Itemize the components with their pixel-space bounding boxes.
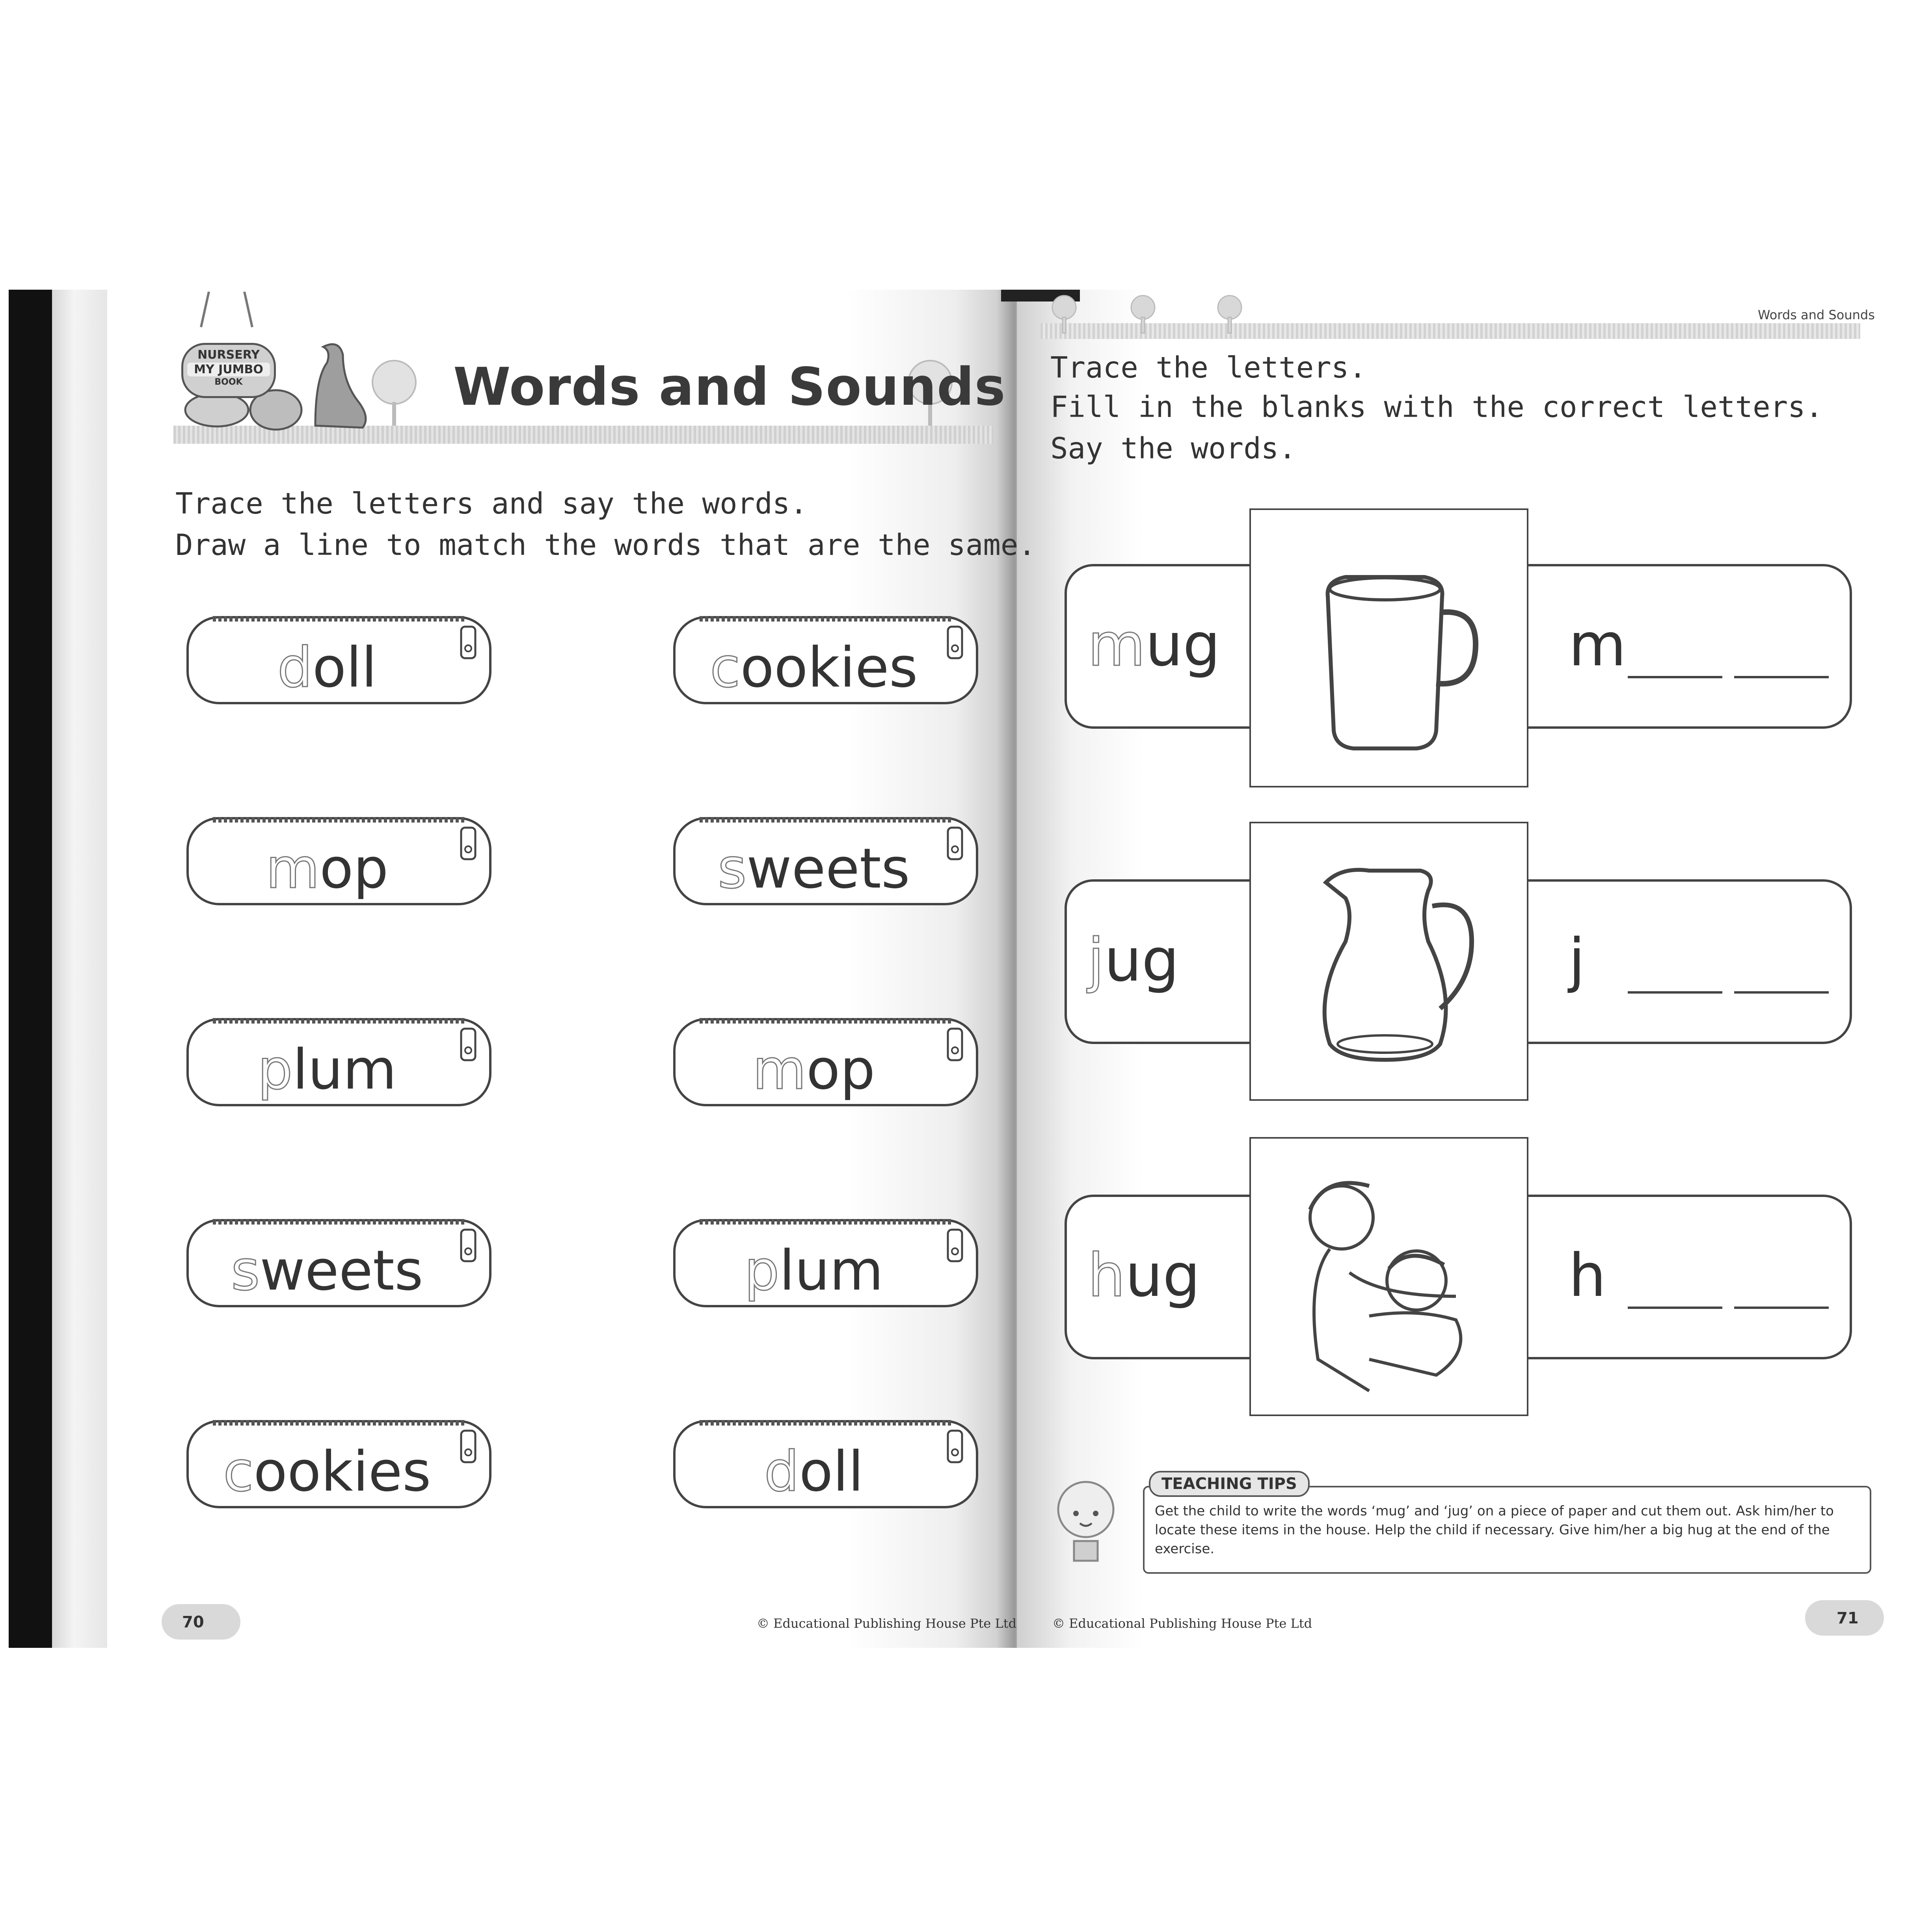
blank-word-prefix: j (1569, 926, 1585, 995)
word-remainder: lum (292, 1038, 397, 1102)
dinosaur-icon (315, 344, 366, 428)
book-logo (181, 327, 272, 394)
section-label: Words and Sounds (1758, 307, 1875, 322)
right-instruction-line-3: Say the words. (1050, 432, 1296, 465)
case-word-text (185, 1040, 469, 1100)
case-word-text (185, 1442, 469, 1502)
logo-line-3: BOOK (214, 377, 243, 387)
book-edge (9, 290, 52, 1648)
case-word-text (185, 638, 469, 698)
picture-box (1249, 822, 1528, 1101)
pencil-case-word[interactable] (185, 812, 493, 906)
case-word-text (672, 1040, 956, 1100)
page-stack (52, 290, 107, 1648)
case-word-text (185, 1241, 469, 1301)
word-remainder: ug (1104, 926, 1179, 995)
jug-icon (1251, 823, 1527, 1099)
word-remainder: weets (746, 837, 910, 901)
traced-letter: c (223, 1440, 254, 1504)
pencil-case-word[interactable] (185, 1214, 493, 1308)
answer-blank[interactable] (1734, 676, 1829, 678)
hug-icon (1251, 1139, 1527, 1415)
case-word-text (672, 1442, 956, 1502)
case-word-text (672, 1241, 956, 1301)
case-word-text (185, 839, 469, 899)
word-remainder: lum (779, 1239, 884, 1303)
picture-box (1249, 508, 1528, 787)
word-remainder: weets (260, 1239, 423, 1303)
trace-word (1088, 1241, 1200, 1310)
word-remainder: ug (1145, 611, 1221, 679)
word-remainder: op (319, 837, 389, 901)
pencil-case-word[interactable] (185, 1013, 493, 1107)
instruction-line-1: Trace the letters and say the words. (175, 487, 808, 521)
answer-blank[interactable] (1734, 1307, 1829, 1309)
page-number-right: 71 (1837, 1609, 1859, 1627)
traced-letter: h (1088, 1241, 1126, 1310)
teaching-tips-text: Get the child to write the words ‘mug’ and ‘jug’ on a piece of paper and cut them out. Ask him/her to locate these items in the house. Help the child if necessary. Give him/her a big hug at the end of the exercise. (1155, 1503, 1834, 1557)
copyright-left: © Educational Publishing House Pte Ltd (757, 1616, 1017, 1631)
trace-word (1088, 926, 1179, 995)
traced-letter: d (277, 636, 313, 700)
lightbulb-icon (1052, 1474, 1119, 1580)
answer-blank[interactable] (1628, 1307, 1722, 1309)
traced-letter: s (231, 1239, 260, 1303)
traced-letter: j (1088, 926, 1104, 995)
word-remainder: oll (799, 1440, 864, 1504)
traced-letter: p (257, 1038, 293, 1102)
traced-letter: p (744, 1239, 780, 1303)
tree-icon (372, 361, 416, 426)
word-remainder: ookies (253, 1440, 431, 1504)
pencil-case-word[interactable] (185, 1415, 493, 1509)
case-word-text (672, 839, 956, 899)
copyright-right: © Educational Publishing House Pte Ltd (1052, 1616, 1312, 1631)
logo-line-2: MY JUMBO (187, 363, 270, 376)
word-remainder: ug (1125, 1241, 1201, 1310)
pencil-case-word[interactable] (672, 1214, 979, 1308)
right-instruction-line-2: Fill in the blanks with the correct letters. (1050, 390, 1823, 424)
answer-blank[interactable] (1628, 676, 1722, 678)
traced-letter: m (266, 837, 320, 901)
whale-icon (185, 393, 248, 426)
answer-blank[interactable] (1734, 991, 1829, 994)
picture-box (1249, 1137, 1528, 1416)
answer-blank[interactable] (1628, 991, 1722, 994)
pencil-case-word[interactable] (672, 812, 979, 906)
traced-letter: c (710, 636, 741, 700)
mug-icon (1251, 510, 1527, 786)
word-remainder: oll (312, 636, 377, 700)
word-remainder: op (806, 1038, 875, 1102)
pencil-case-word[interactable] (185, 611, 493, 705)
right-instruction-line-1: Trace the letters. (1050, 351, 1366, 385)
pencil-case-word[interactable] (672, 1013, 979, 1107)
pencil-case-word[interactable] (672, 1415, 979, 1509)
traced-letter: m (1088, 611, 1146, 679)
case-word-text (672, 638, 956, 698)
traced-letter: d (764, 1440, 799, 1504)
traced-letter: s (718, 837, 747, 901)
header-decoration (1040, 292, 1277, 339)
pencil-case-word[interactable] (672, 611, 979, 705)
blank-word-prefix: m (1569, 611, 1627, 679)
logo-line-1: NURSERY (197, 348, 260, 362)
page-number-left: 70 (182, 1613, 204, 1631)
teaching-tips-label: TEACHING TIPS (1149, 1471, 1310, 1497)
instruction-line-2: Draw a line to match the words that are the same. (175, 528, 1036, 562)
page-title: Words and Sounds (453, 357, 1006, 417)
word-remainder: ookies (740, 636, 918, 700)
blank-word-prefix: h (1569, 1241, 1606, 1310)
traced-letter: m (752, 1038, 806, 1102)
trace-word (1088, 611, 1220, 679)
